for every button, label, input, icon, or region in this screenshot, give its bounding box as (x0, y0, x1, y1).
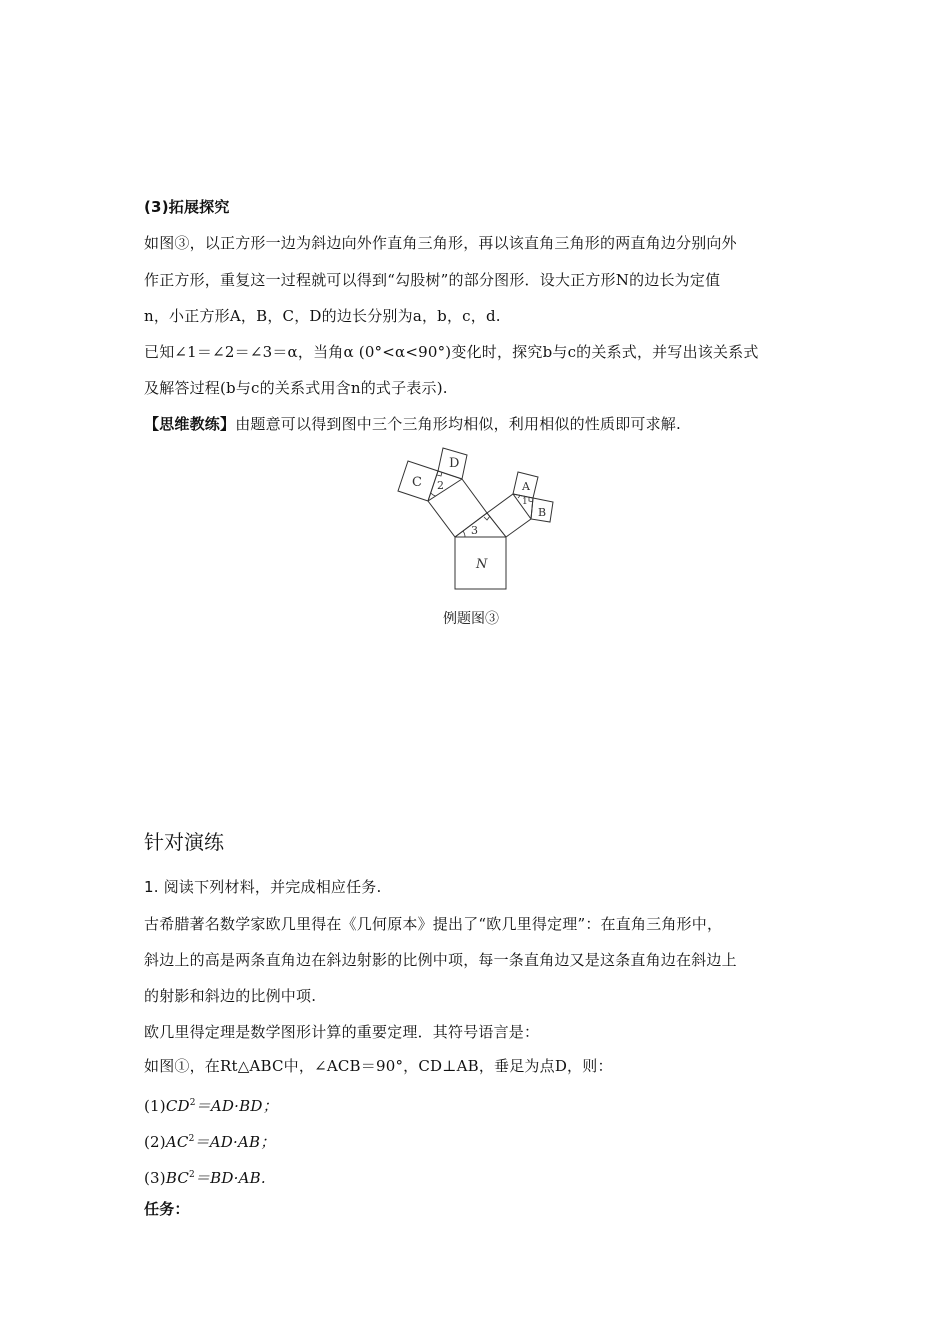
paragraph-line: n，小正方形A，B，C，D的边长分别为a，b，c，d. (144, 307, 501, 325)
hint-line (144, 414, 681, 434)
task-label: 任务： (144, 1200, 190, 1218)
paragraph-line: 欧几里得定理是数学图形计算的重要定理．其符号语言是： (144, 1023, 540, 1041)
formula-prefix: (3) (144, 1169, 166, 1187)
formula-lhs: CD (165, 1097, 190, 1115)
formula-3 (144, 1165, 266, 1188)
paragraph-line: 古希腊著名数学家欧几里得在《几何原本》提出了“欧几里得定理”：在直角三角形中， (144, 915, 723, 933)
label-n: N (476, 557, 488, 572)
paragraph-line: 作正方形，重复这一过程就可以得到“勾股树”的部分图形．设大正方形N的边长为定值 (144, 271, 721, 289)
formula-lhs: AC (165, 1133, 189, 1151)
formula-exp: 2 (189, 1170, 195, 1180)
formula-rhs: ＝AD·AB； (194, 1133, 276, 1151)
formula-prefix: (1) (144, 1097, 166, 1115)
paragraph-line: 如图③，以正方形一边为斜边向外作直角三角形，再以该直角三角形的两直角边分别向外 (144, 234, 737, 252)
paragraph-line: 的射影和斜边的比例中项. (144, 987, 317, 1005)
paragraph-line: 及解答过程(b与c的关系式用含n的式子表示). (144, 379, 448, 397)
formula-exp: 2 (188, 1134, 195, 1144)
label-a: A (522, 480, 530, 493)
section-title: (3)拓展探究 (144, 198, 230, 216)
formula-rhs: ＝AD·BD； (195, 1097, 278, 1115)
label-angle-2: 2 (437, 479, 444, 492)
formula-2 (144, 1129, 275, 1152)
hint-label: 【思维教练】 (144, 415, 236, 433)
label-b: B (538, 506, 547, 519)
hint-text: 由题意可以得到图中三个三角形均相似，利用相似的性质即可求解. (235, 415, 681, 433)
paragraph-line: 斜边上的高是两条直角边在斜边射影的比例中项，每一条直角边又是这条直角边在斜边上 (144, 951, 737, 969)
label-angle-1: 1 (522, 497, 528, 507)
formula-1 (144, 1093, 278, 1116)
question-line (144, 877, 381, 897)
figure-caption: 例题图③ (443, 611, 499, 627)
label-d: D (449, 456, 460, 471)
question-intro: 阅读下列材料，并完成相应任务. (163, 878, 382, 896)
label-c: C (412, 475, 422, 490)
paragraph-line: 如图①，在Rt△ABC中，∠ACB＝90°，CD⊥AB，垂足为点D，则： (144, 1057, 613, 1075)
formula-lhs: BC (165, 1169, 190, 1187)
label-angle-3: 3 (471, 524, 478, 537)
formula-prefix: (2) (144, 1133, 166, 1151)
formula-exp: 2 (189, 1098, 196, 1108)
question-number: 1. (144, 878, 159, 896)
paragraph-line: 已知∠1＝∠2＝∠3＝α，当角α (0°<α<90°)变化时，探究b与c的关系式，并写出该关系式 (144, 343, 759, 361)
section-heading: 针对演练 (144, 830, 224, 854)
formula-rhs: ＝BD·AB. (194, 1169, 266, 1187)
